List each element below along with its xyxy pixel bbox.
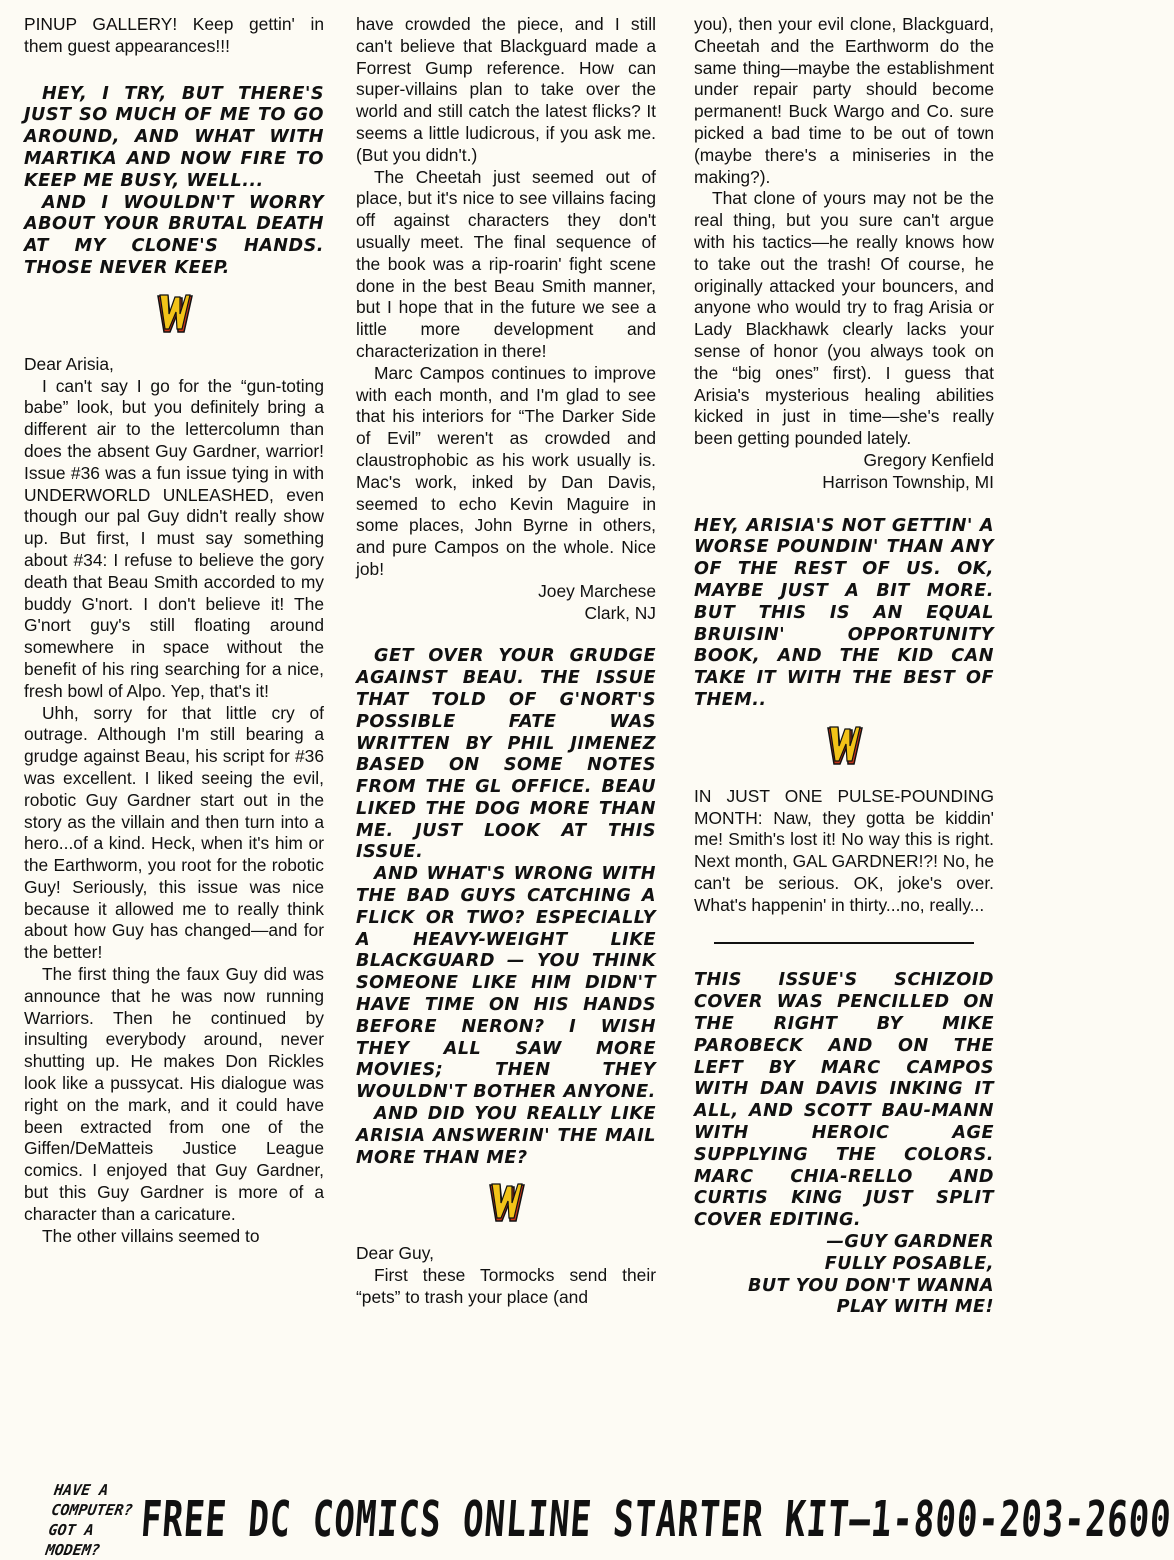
reply-1 [24, 84, 324, 280]
reply-paragraph: GET OVER YOUR GRUDGE AGAINST BEAU. THE ISSUE THAT TOLD OF G'NORT'S POSSIBLE FATE WAS WRITTEN BY PHIL JIMENEZ BASED ON SOME NOTES FROM THE GL OFFICE. BEAU LIKED THE DOG MORE THAN ME. JUST LOOK AT THIS ISSUE. [356, 646, 656, 863]
sign-off-line: FULLY POSABLE, [824, 1253, 994, 1274]
footer-ad [44, 1481, 1174, 1559]
signature-name: Joey Marchese [538, 580, 656, 601]
signature-location: Harrison Township, MI [822, 471, 994, 492]
letter-paragraph: First these Tormocks send their “pets” to trash your place (and [356, 1265, 656, 1308]
letter-paragraph: The first thing the faux Guy did was announce that he was now running Warriors. Then he continued by insulting everybody around, never shutting up. He makes Don Rickles look like a pussycat. His dialogue was right on the mark, and it could have been extracted from one of the Giffen/DeMatteis Justice League comics. I enjoyed that Guy Gardner, but this Guy Gardner is more of a character than a caricature. [24, 964, 324, 1224]
reply-paragraph: AND DID YOU REALLY LIKE ARISIA ANSWERIN' THE MAIL MORE THAN ME? [356, 1104, 656, 1168]
divider [714, 942, 974, 944]
letter-2 [24, 376, 324, 1248]
letter-paragraph: PINUP GALLERY! Keep gettin' in them guest appearances!!! [24, 14, 324, 56]
warrior-w-logo-icon [486, 1181, 526, 1225]
letter-3-salutation: Dear Guy, [356, 1243, 434, 1264]
cover-credits-text: THIS ISSUE'S SCHIZOID COVER WAS PENCILLED ON THE RIGHT BY MIKE PAROBECK AND ON THE LEFT BY MARC CAMPOS WITH DAN DAVIS INKING IT ALL, AND SCOTT BAU-MANN WITH HEROIC AGE SUPPLYING THE COLORS. MARC CHIA-RELLO AND CURTIS KING JUST SPLIT COVER EDITING. [694, 970, 994, 1231]
column-1 [24, 14, 324, 1247]
column-3 [694, 14, 994, 1319]
next-issue-text: IN JUST ONE PULSE-POUNDING MONTH: Naw, they gotta be kiddin' me! Smith's lost it! No way this is right. Next month, GAL GARDNER!?! No, he can't be serious. OK, joke's over. What's happenin' in thirty...no, really... [694, 785, 994, 915]
warrior-w-logo-icon [824, 724, 864, 768]
reply-paragraph: AND WHAT'S WRONG WITH THE BAD GUYS CATCHING A FLICK OR TWO? ESPECIALLY A HEAVY-WEIGHT LIKE BLACKGUARD — YOU THINK SOMEONE LIKE HIM DIDN'T HAVE TIME ON HIS HANDS BEFORE NERON? I WISH THEY ALL SAW MORE MOVIES; THEN THEY WOULDN'T BOTHER ANYONE. [356, 864, 656, 1103]
letter-3-continued [694, 14, 994, 450]
letter-paragraph: have crowded the piece, and I still can't believe that Blackguard made a Forrest Gump reference. How can super-villains plan to take over the world and still catch the latest flicks? It seems a little ludicrous, if you ask me. (But you didn't.) [356, 14, 656, 165]
footer-big-text: FREE DC COMICS ONLINE STARTER KIT—1-800-203-2600 [139, 1491, 1174, 1549]
sign-off-line: BUT YOU DON'T WANNA [747, 1275, 994, 1296]
letter-paragraph: Marc Campos continues to improve with each month, and I'm glad to see that his interiors for “The Darker Side of Evil” weren't as crowded and claustrophobic as his work usually is. Mac's work, inked by Dan Davis, seemed to echo Kevin Maguire in some places, John Byrne in others, and pure Campos on the whole. Nice job! [356, 362, 656, 579]
sign-off-line: PLAY WITH ME! [836, 1297, 994, 1318]
letter-2-signature [356, 581, 656, 625]
signature-location: Clark, NJ [584, 602, 656, 623]
letter-paragraph: I can't say I go for the “gun-toting babe” look, but you definitely bring a different air to the lettercolumn than does the absent Guy Gardner, warrior! Issue #36 was a fun issue tying in with UNDERWORLD UNLEASHED, even though our pal Guy didn't really show up. But first, I must say something about #34: I refuse to believe the gory death that Beau Smith accorded to my buddy G'nort. I don't believe it! The G'nort guy's still floating around somewhere in space without the benefit of his ring searching for a nice, fresh bowl of Alpo. Yep, that's it! [24, 375, 324, 701]
column-2 [356, 14, 656, 1309]
reply-2 [356, 646, 656, 1169]
reply-paragraph: HEY, I TRY, BUT THERE'S JUST SO MUCH OF ME TO GO AROUND, AND WHAT WITH MARTIKA AND NOW FIRE TO KEEP ME BUSY, WELL... [24, 83, 324, 191]
letter-2-continued [356, 14, 656, 581]
letter-2-salutation: Dear Arisia, [24, 353, 114, 374]
footer-small-text [44, 1480, 137, 1560]
warrior-w-logo-icon [154, 292, 194, 336]
letter-paragraph: you), then your evil clone, Blackguard, Cheetah and the Earthworm do the same thing—maybe the establishment under repair party should become permanent! Buck Wargo and Co. sure picked a bad time to be out of town (maybe there's a miniseries in the making?). [694, 14, 994, 187]
letter-paragraph: That clone of yours may not be the real thing, but you sure can't argue with his tactics—he really knows how to take out the trash! Of course, he originally attacked your bouncers, and anyone who would try to frag Arisia or Lady Blackhawk clearly lacks your sense of honor (you always took on the “big ones” first). I guess that Arisia's mysterious healing abilities kicked in just in time—she's really been getting pounded lately. [694, 188, 994, 449]
signature-name: Gregory Kenfield [863, 449, 994, 470]
letter-3 [356, 1265, 656, 1309]
footer-small-line: HAVE A COMPUTER? [50, 1481, 134, 1519]
footer-small-line: GOT A MODEM? [44, 1521, 102, 1559]
reply-3 [694, 516, 994, 712]
letter-paragraph: The Cheetah just seemed out of place, but it's nice to see villains facing off against characters they don't usually meet. The final sequence of the book was a rip-roarin' fight scene done in the best Beau Smith manner, but I hope that in the future we see a little more development and characterization in there! [356, 166, 656, 361]
letter-paragraph: Uhh, sorry for that little cry of outrage. Although I'm still bearing a grudge against Beau, his script for #36 was excellent. I liked seeing the evil, robotic Guy Gardner start out in the story as the villain and then turn into a hero...of a kind. Heck, when it's him or the Earthworm, you root for the robotic Guy! Seriously, this issue was nice because it allowed me to really think about how Guy has changed—and for the better! [24, 702, 324, 963]
reply-paragraph: AND I WOULDN'T WORRY ABOUT YOUR BRUTAL DEATH AT MY CLONE'S HANDS. THOSE NEVER KEEP. [24, 192, 324, 278]
next-issue-blurb [694, 786, 994, 917]
letters-page [24, 14, 1000, 1476]
sign-off-line: —GUY GARDNER [826, 1232, 994, 1253]
letter-3-signature [694, 450, 994, 494]
letter-paragraph: The other villains seemed to [42, 1225, 260, 1246]
cover-credits [694, 970, 994, 1319]
letter-1-end [24, 14, 324, 58]
reply-paragraph: HEY, ARISIA'S NOT GETTIN' A WORSE POUNDIN' THAN ANY OF THE REST OF US. OK, MAYBE JUST A BIT MORE. BUT THIS IS AN EQUAL BRUISIN' OPPORTUNITY BOOK, AND THE KID CAN TAKE IT WITH THE BEST OF THEM.. [694, 515, 994, 710]
